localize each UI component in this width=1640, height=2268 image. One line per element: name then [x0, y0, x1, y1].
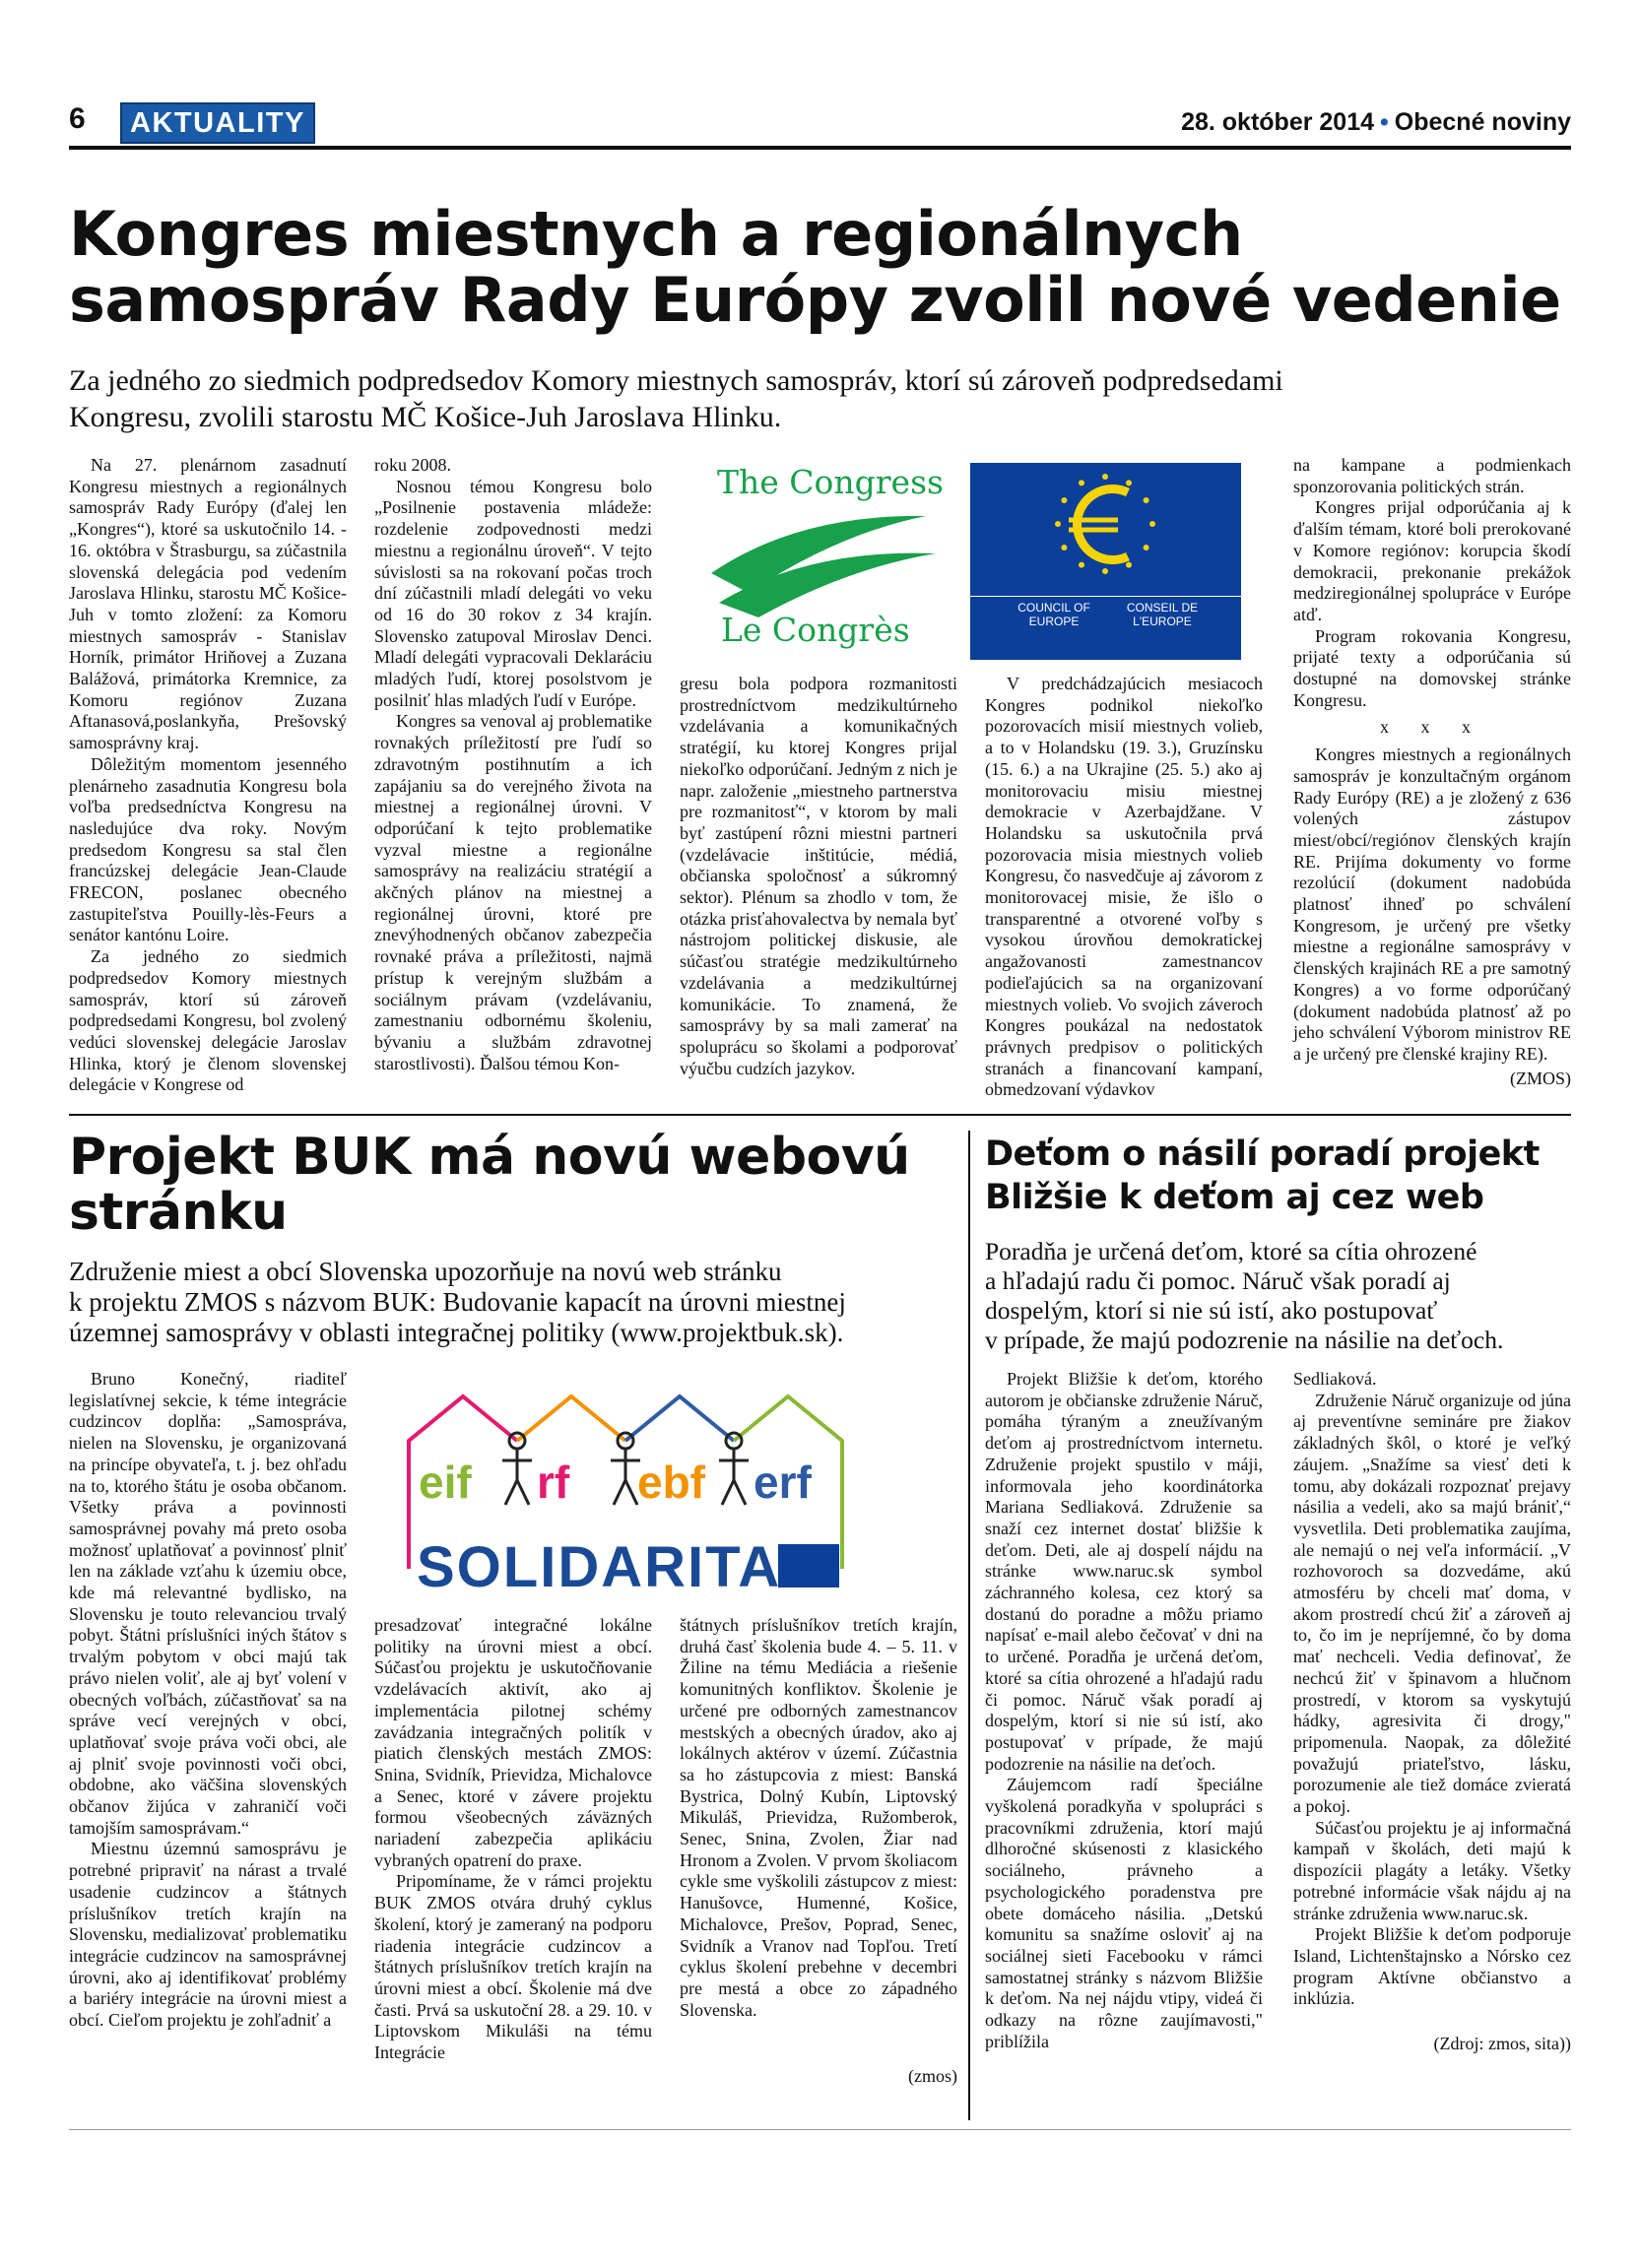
article2-column-1 — [69, 1369, 347, 2032]
article2-column-3 — [680, 1615, 957, 2088]
article3-lead-line2: a hľadajú radu či pomoc. Náruč však poradí aj — [985, 1266, 1451, 1295]
article1-headline — [69, 198, 1561, 336]
article3-signature: (Zdroj: zmos, sita)) — [1433, 2034, 1571, 2054]
article2-lead — [69, 1257, 846, 1348]
section-separator: x x x — [1380, 717, 1484, 738]
coe-label-en: COUNCIL OF EUROPE — [1017, 601, 1090, 628]
congress-logo-fr: Le Congrès — [721, 611, 910, 649]
article1-headline-line1: Kongres miestnych a regionálnych — [69, 198, 1243, 270]
article1-column-3 — [680, 674, 957, 1079]
article3-lead — [985, 1237, 1503, 1355]
congress-logo-en: The Congress — [717, 463, 944, 501]
paragraph: presadzovať integračné lokálne politiky na úrovni miest a obcí. Súčasťou projektu je uskutočňovanie vzdelávacích aktivít, ako aj implementácia pilotnej schémy zavádzania integračných politík v piatich členských mestách ZMOS: Snina, Svidník, Prievidza, Michalovce a Senec, ktoré v závere projektu formou všeobecných záväzných nariadení zabezpečia aplikáciu vybraných opatrení do praxe. — [374, 1615, 652, 1870]
paragraph: Program rokovania Kongresu, prijaté texty a odporúčania sú dostupné na domovskej stránke Kongresu. — [1293, 625, 1571, 710]
article3-headline-line1: Deťom o násilí poradí projekt — [985, 1134, 1540, 1174]
article1-column-4 — [985, 674, 1263, 1101]
logo-label-ebf: ebf — [637, 1457, 705, 1508]
logo-divider — [970, 596, 1241, 597]
paragraph: Záujemcom radí špeciálne vyškolená poradkyňa v spolupráci s pracovníkmi združenia, ktorí majú dlhoročné skúsenosti z klasického sociálneho, právneho a psychologického poradenstva pre obete domáceho násilia. „Detskú komunitu sa snažíme osloviť aj na sociálnej sieti Facebooku v rámci samostatnej stránky s názvom Bližšie k deťom. Na nej nájdu vtipy, videá či odkazy na rôzne zaujímavosti," priblížila — [985, 1775, 1263, 2051]
article3-column-1 — [985, 1369, 1263, 2053]
paragraph: Kongres sa venoval aj problematike rovnakých príležitostí pre ľudí so zdravotným postihnutím a ich zapájaniu sa do verejného života na miestnej a regionálnej úrovni. V odporúčaní k tejto problematike vyzval miestne a regionálne samosprávy na realizáciu stratégií a akčných plánov na miestnej a regionálnej úrovni, ktoré pre znevýhodnených občanov zabezpečia rovnaké práva a príležitosti, najmä prístup k verejným službám a sociálnym právam (vzdelávaniu, zamestnaniu odbornému školeniu, bývaniu a službám zdravotnej starostlivosti). Ďalšou témou Kon- — [374, 711, 652, 1073]
article1-column-5 — [1293, 455, 1571, 1089]
article3-lead-line4: v prípade, že majú podozrenie na násilie na deťoch. — [985, 1326, 1504, 1354]
page-number: 6 — [69, 102, 86, 135]
article2-headline — [69, 1130, 910, 1240]
council-of-europe-logo — [970, 463, 1241, 660]
article2-headline-line1: Projekt BUK má novú webovú — [69, 1128, 910, 1187]
publication-name: Obecné noviny — [1394, 108, 1571, 136]
paragraph: Kongres prijal odporúčania aj k ďalším témam, ktoré boli prerokované v Komore regiónov: korupcia škodí demokracii, prekonanie prekážok medziregionálnej spolupráce v Európe atď. — [1293, 497, 1571, 624]
section-divider — [69, 1114, 1571, 1116]
article3-lead-line3: dospelým, ktorí si nie sú istí, ako postupovať — [985, 1296, 1438, 1325]
paragraph: na kampane a podmienkach sponzorovania politických strán. — [1293, 455, 1571, 496]
article2-lead-line1: Združenie miest a obcí Slovenska upozorňuje na novú web stránku — [69, 1257, 782, 1286]
masthead-info — [1181, 108, 1571, 137]
article1-lead-line1: Za jedného zo siedmich podpredsedov Komory miestnych samospráv, ktorí sú zároveň podpredsedami — [69, 364, 1283, 397]
article1-lead — [69, 362, 1283, 435]
paragraph: Za jedného zo siedmich podpredsedov Komory miestnych samospráv, ktorí sú zároveň podpredsedami Kongresu, bol zvolený vedúci slovenskej delegácie Jaroslav Hlinka, ktorý je členom slovenskej delegácie v Kongrese od — [69, 946, 347, 1095]
logo-solidarita: SOLIDARITA — [417, 1535, 782, 1599]
section-badge: AKTUALITY — [120, 102, 315, 144]
congress-logo — [689, 455, 948, 654]
paragraph: V predchádzajúcich mesiacoch Kongres podnikol niekoľko pozorovacích misií miestnych volieb, a to v Holandsku (19. 3.), Gruzínsku (15. 6.) a na Ukrajine (25. 5.) ako aj monitorovaciu misiu miestnej demokracie v Azerbajdžane. V Holandsku sa uskutočnila prvá pozorovacia misia miestnych volieb Kongresu, čo nasvedčuje aj závorom z monitorovacej misie, že išlo o transparentné a otvorené voľby s vysokou úrovňou demokratickej angažovanosti zamestnancov podieľajúcich sa na organizovaní miestnych volieb. Vo svojich záveroch Kongres poukázal na nedostatok právnych predpisov o politických stranách a financovaní kampaní, obmedzovaní výdavkov — [985, 674, 1263, 1100]
paragraph: Bruno Konečný, riaditeľ legislatívnej sekcie, k téme integrácie cudzincov doplňa: „Samospráva, nielen na Slovensku, je organizovaná na princípe obyvateľa, t. j. bez ohľadu na to, ktorého štátu je osoba občanom. Všetky práva a povinnosti samosprávnej povahy má preto osoba možnosť uplatňovať a povinnosť plniť len na základe vzťahu k územiu obce, kde má relevantné bydlisko, na Slovensku je touto relevanciou trvalý pobyt. Štátni príslušníci iných štátov s trvalým pobytom v obci majú tak právo nielen voliť, ale aj byť volení v obecných voľbách, zúčastňovať sa na správe vecí verejných v obci, uplatňovať svoje práva voči obci, ale aj plniť svoje povinnosti voči obci, obdobne, ako väčšina slovenských občanov žijúca v zahraničí voči tamojším samosprávam.“ — [69, 1369, 347, 1838]
coe-label-fr: CONSEIL DE L'EUROPE — [1126, 601, 1199, 628]
paragraph: Združenie Náruč organizuje od júna aj preventívne semináre pre žiakov základných škôl, o ktoré je veľký záujem. „Snažíme sa viesť deti k tomu, aby dokázali rozpoznať prejavy násilia a vedeli, ako sa majú brániť,“ vysvetlila. Deti problematika zaujíma, ale nemajú o nej veľa informácií. „V rozhovoroch sa dozvedáme, akú atmosféru by chceli mať doma, v akom prostredí chcú žiť a zároveň aj to, čo im je nepríjemné, čo by doma mať nechceli. Vedia definovať, že nechcú žiť v špinavom a hlučnom prostredí, v ktorom sa vyskytujú hádky, agresivita či drogy," pripomenula. Naopak, za dôležité považujú priateľstvo, lásku, porozumenie ale tiež domáce zvieratá a pokoj. — [1293, 1390, 1571, 1817]
paragraph: Nosnou témou Kongresu bolo „Posilnenie postavenia mládeže: rozdelenie zodpovednosti medzi miestnu a regionálnu úroveň“. V tejto súvislosti sa na rokovaní počas troch dní zúčastnili mladí delegáti vo veku od 16 do 30 rokov z 34 krajín. Slovensko zatupoval Miroslav Denci. Mladí delegáti vypracovali Deklaráciu mladých ľudí, ktorej posolstvom je posilniť hlas mladých ľudí v Európe. — [374, 476, 652, 710]
paragraph: gresu bola podpora rozmanitosti prostredníctvom medzikultúrneho vzdelávania a komunikačných stratégií, ku ktorej Kongres prijal niekoľko odporúčaní. Jedným z nich je napr. založenie „miestneho partnerstva pre rozmanitosť“, v ktorom by mali byť zastúpení rôzni miestni partneri (vzdelávacie inštitúcie, médiá, občianska spoločnosť a súkromný sektor). Plénum sa zhodlo v tom, že otázka prisťahovalectva by nemala byť nástrojom politickej diskusie, ale súčasťou stratégie medzikultúrneho vzdelávania a medzikultúrnej komunikácie. To znamená, že samosprávy by sa mali zamerať na spoluprácu so školami a podporovať výučbu cudzích jazykov. — [680, 674, 957, 1078]
header-rule — [69, 146, 1571, 150]
paragraph: Pripomíname, že v rámci projektu BUK ZMOS otvára druhý cyklus školení, ktorý je zameraný na podporu riadenia integrácie cudzincov a štátnych príslušníkov tretích krajín na úrovni miest a obcí. Školenie má dve časti. Prvá sa uskutoční 28. a 29. 10. v Liptovskom Mikuláši na tému Integrácie — [374, 1871, 652, 2063]
paragraph: Kongres miestnych a regionálnych samospráv je konzultačným orgánom Rady Európy (RE) a je zložený z 636 volených zástupov miest/obcí/regiónov členských krajín RE. Prijíma dokumenty vo forme rezolúcií (dokument nadobúda platnosť ihneď po schválení Kongresom, je určený pre všetky miestne a regionálne samosprávy v členských krajinách RE a pre samotný Kongres) a vo forme odporúčaný (dokument nadobúda platnosť až po jeho schválení Výborom ministrov RE a je určený pre členské krajiny RE). — [1293, 745, 1571, 1064]
article1-headline-line2: samospráv Rady Európy zvolil nové vedenie — [69, 263, 1561, 336]
article1-column-1 — [69, 455, 347, 1096]
paragraph: Projekt Bližšie k deťom podporuje Island, Lichtenštajnsko a Nórsko cez program Aktívne občianstvo a inklúzia. — [1293, 1924, 1571, 2009]
article3-headline — [985, 1133, 1540, 1219]
paragraph: Sedliaková. — [1293, 1369, 1377, 1389]
article1-column-2 — [374, 455, 652, 1074]
paragraph: Dôležitým momentom jesenného plenárneho zasadnutia Kongresu bola voľba predsedníctva Kongresu na nasledujúce dva roky. Novým predsedom Kongresu sa stal člen francúzskej delegácie Jean-Claude FRECON, poslanec obecného zastupiteľstva Pouilly-lès-Feurs a senátor kantónu Loire. — [69, 753, 347, 945]
logo-label-erf: erf — [754, 1457, 812, 1508]
article1-signature: (ZMOS) — [1510, 1068, 1571, 1088]
article3-lead-line1: Poradňa je určená deťom, ktoré sa cítia ohrozené — [985, 1237, 1477, 1265]
article3-column-2 — [1293, 1369, 1571, 2055]
logo-label-rf: rf — [537, 1457, 570, 1508]
article1-lead-line2: Kongresu, zvolili starostu MČ Košice-Juh Jaroslava Hlinku. — [69, 401, 782, 433]
article2-lead-line3: územnej samosprávy v oblasti integračnej politiky (www.projektbuk.sk). — [69, 1318, 844, 1347]
bottom-rule — [69, 2129, 1571, 2130]
paragraph: Súčasťou projektu je aj informačná kampaň v školách, deti majú k dispozícii plagáty a letáky. Všetky potrebné informácie však nájdu aj na stránke združenia www.naruc.sk. — [1293, 1817, 1571, 1923]
eu-stars-icon — [970, 463, 1241, 586]
paragraph: Na 27. plenárnom zasadnutí Kongresu miestnych a regionálnych samospráv Rady Európy (ďalej len „Kongres“), ktoré sa uskutočnilo 14. - 16. októbra v Štrasburgu, sa zúčastnila slovenská delegácia pod vedením Jaroslava Hlinku, starostu MČ Košice-Juh v tomto zložení: za Komoru miestnych samospráv - Stanislav Horník, primátor Hriňovej a Zuzana Balážová, primátorka Kremnice, za Komoru regiónov Zuzana Aftanasová,poslankyňa, Prešovský samosprávny kraj. — [69, 455, 347, 753]
article3-headline-line2: Bližšie k deťom aj cez web — [985, 1178, 1484, 1217]
issue-date: 28. október 2014 — [1181, 108, 1375, 136]
article2-lead-line2: k projektu ZMOS s názvom BUK: Budovanie kapacít na úrovni miestnej — [69, 1287, 846, 1317]
paragraph: roku 2008. — [374, 455, 451, 475]
paragraph: štátnych príslušníkov tretích krajín, druhá časť školenia bude 4. – 5. 11. v Žiline na tému Mediácia a riešenie komunitných konfliktov. Školenie je určené pre odborných zamestnancov mestských a obecných úradov, ako aj lokálnych aktérov v území. Zúčastnia sa ho zástupcovia z miest: Banská Bystrica, Dolný Kubín, Liptovský Mikuláš, Prievidza, Ružomberok, Senec, Snina, Zvolen, Žiar nad Hronom a Zvolen. V prvom školiacom cykle sme vyškolili zástupcov z miest: Hanušovce, Humenné, Košice, Michalovce, Prešov, Poprad, Senec, Svidník a Vranov nad Topľou. Tretí cyklus školení prebehne v decembri pre mestá a obce zo západného Slovenska. — [680, 1615, 957, 2020]
paragraph: Miestnu územnú samosprávu je potrebné pripraviť na nárast a trvalé usadenie cudzincov a štátnych príslušníkov tretích krajín na Slovensku, medializovať problematiku integrácie cudzincov na samosprávnej úrovni, ako aj identifikovať problémy a bariéry integrácie na úrovni miest a obcí. Cieľom projektu je zohľadniť a — [69, 1839, 347, 2031]
paragraph: Projekt Bližšie k deťom, ktorého autorom je občianske združenie Náruč, pomáha týraným a zneužívaným deťom aj prostredníctvom internetu. Združenie projekt spustilo v máji, informovala jeho koordinátorka Mariana Sedliaková. Združenie sa snaží cez internet dostať bližšie k deťom. Deti, ale aj dospelí nájdu na stránke www.naruc.sk symbol záchranného kolesa, cez ktorý sa dostanú do poradne a môžu priamo napísať e-mail alebo čečovať v dni na to určené. Poradňa je určená deťom, ktoré sa cítia ohrozené a hľadajú radu či pomoc. Náruč však poradí aj dospelým, ktorí si nie sú istí, ako postupovať v prípade, že majú podozrenie na násilie na deťoch. — [985, 1369, 1263, 1774]
article2-headline-line2: stránku — [69, 1183, 288, 1242]
logo-label-eif: eif — [419, 1457, 472, 1508]
article2-column-2 — [374, 1615, 652, 2064]
bullet-separator: • — [1380, 108, 1389, 136]
article2-signature: (zmos) — [908, 2066, 957, 2087]
solidarita-logo — [389, 1372, 862, 1598]
column-divider — [968, 1131, 970, 2120]
